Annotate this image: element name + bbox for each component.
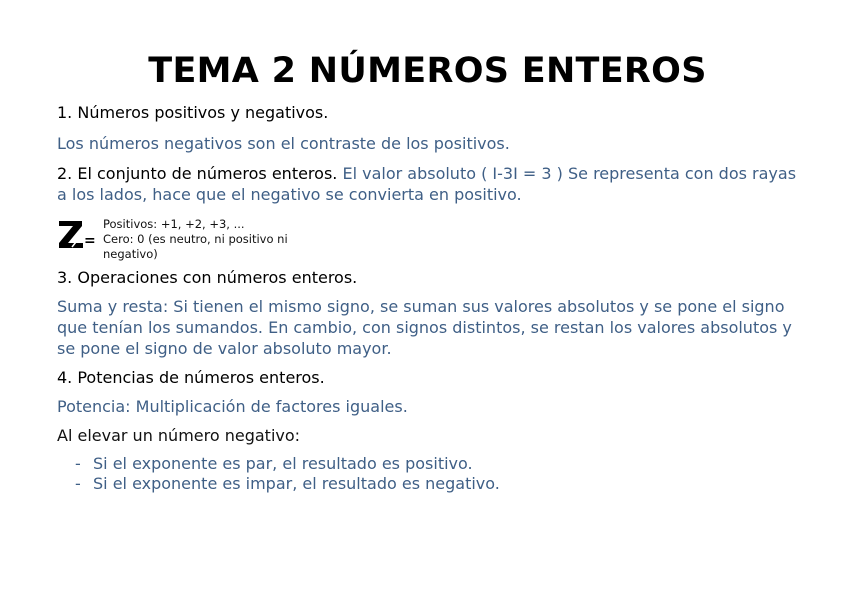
integer-set-list bbox=[103, 217, 318, 262]
list-item bbox=[75, 454, 500, 474]
page-title: TEMA 2 NÚMEROS ENTEROS bbox=[148, 51, 707, 91]
section-1-heading: 1. Números positivos y negativos. bbox=[57, 103, 329, 122]
section-2-heading: 2. El conjunto de números enteros. bbox=[57, 164, 338, 183]
integer-set-z-icon bbox=[58, 217, 98, 251]
section-4-intro: Al elevar un número negativo: bbox=[57, 426, 301, 445]
section-3-text: Suma y resta: Si tienen el mismo signo, se suman sus valores absolutos y se pone el signo que tenían los sumandos. En cambio, con signos distintos, se restan los valores absolutos y se pone el signo de valor absoluto mayor. bbox=[57, 297, 792, 358]
list-item bbox=[75, 474, 500, 494]
section-2-paragraph bbox=[57, 163, 802, 205]
integer-set-item: negativo) bbox=[103, 247, 158, 261]
bullet-text: Si el exponente es par, el resultado es positivo. bbox=[93, 454, 473, 473]
section-1-text: Los números negativos son el contraste de los positivos. bbox=[57, 134, 510, 153]
integer-set-block bbox=[58, 217, 318, 265]
section-4-definition: Potencia: Multiplicación de factores iguales. bbox=[57, 397, 408, 416]
section-4-heading: 4. Potencias de números enteros. bbox=[57, 368, 325, 387]
section-3-heading: 3. Operaciones con números enteros. bbox=[57, 268, 358, 287]
section-2-text: El valor absoluto ( I-3I = 3 ) Se representa con dos rayas a los lados, hace que el negativo se convierta en positivo. bbox=[57, 164, 797, 204]
integer-set-item: Cero: 0 (es neutro, ni positivo ni bbox=[103, 232, 288, 246]
integer-set-item: Positivos: +1, +2, +3, ... bbox=[103, 217, 245, 231]
bullet-list bbox=[75, 454, 500, 494]
bullet-marker: - bbox=[75, 474, 81, 493]
bullet-marker: - bbox=[75, 454, 81, 473]
bullet-text: Si el exponente es impar, el resultado es negativo. bbox=[93, 474, 500, 493]
integer-set-equals: = bbox=[84, 233, 96, 249]
